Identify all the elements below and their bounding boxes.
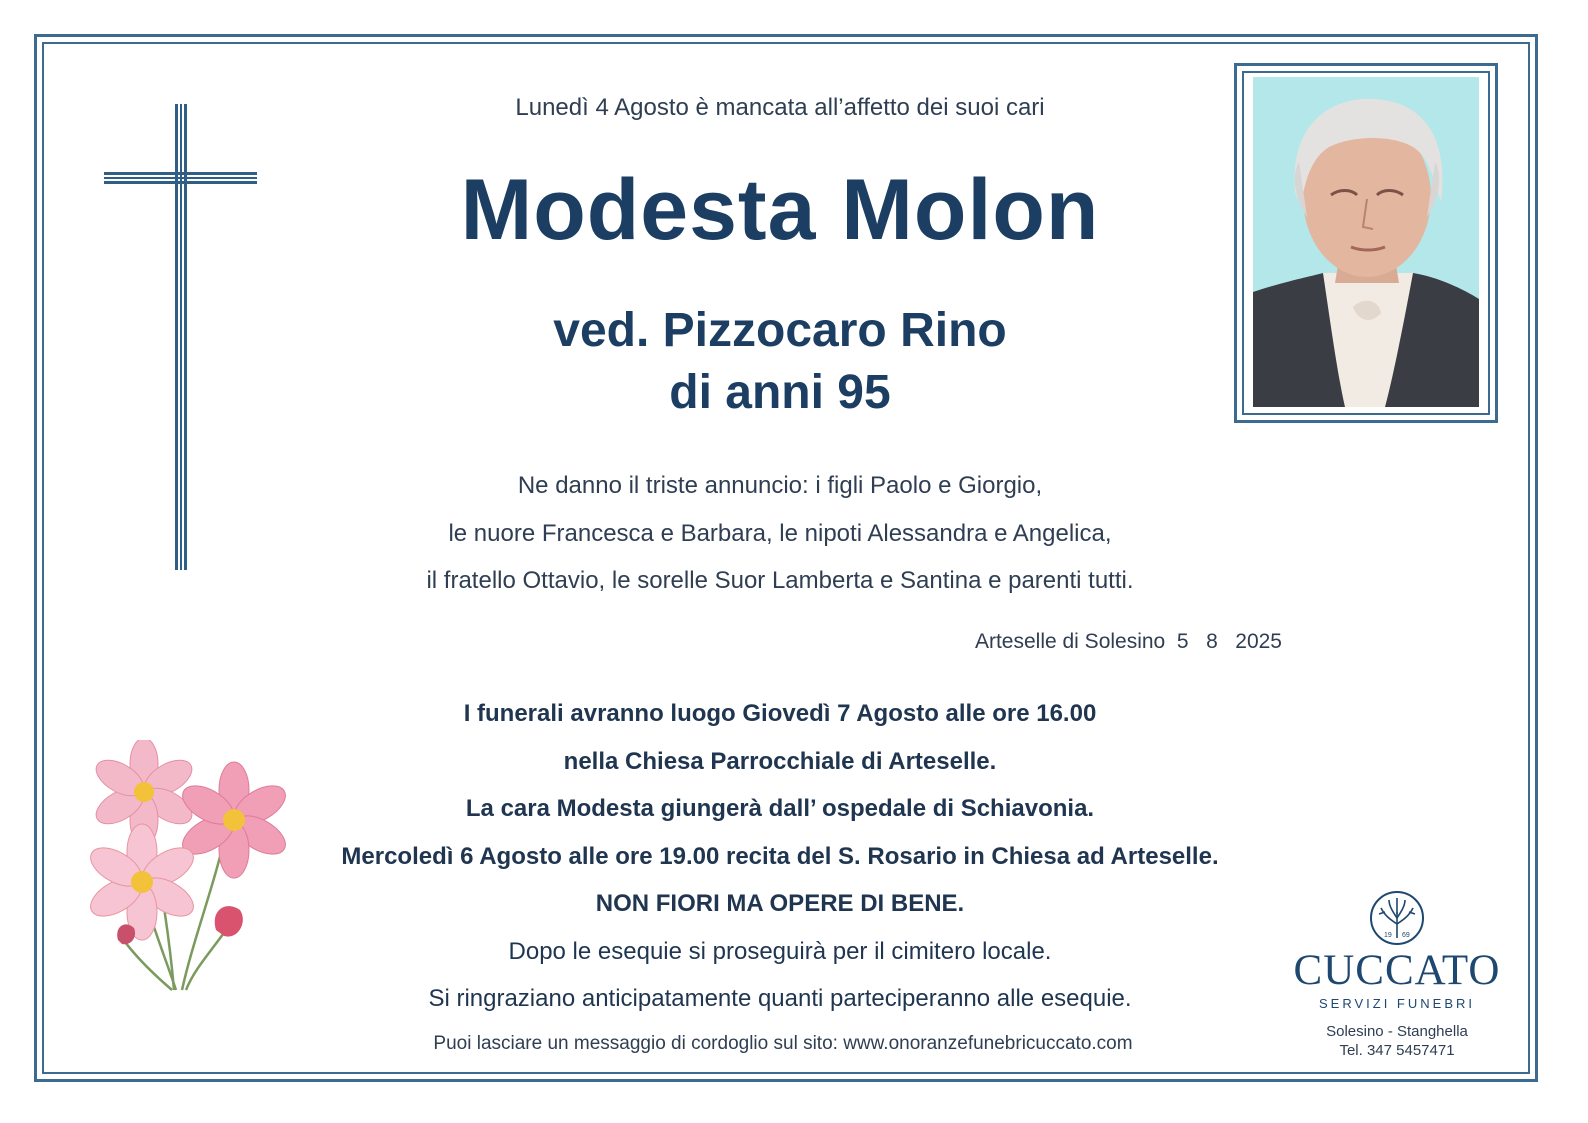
logo-location: Solesino - Stanghella	[1326, 1023, 1468, 1040]
funeral-block	[300, 690, 1260, 1023]
place-date: Arteselle di Solesino 5 8 2025	[974, 630, 1282, 653]
condolence-message: Puoi lasciare un messaggio di cordoglio sul sito: www.onoranzefunebricuccato.com	[433, 1033, 1133, 1054]
age: di anni 95	[669, 366, 891, 419]
no-flowers-note: NON FIORI MA OPERE DI BENE.	[595, 890, 965, 917]
cross-icon	[104, 104, 260, 574]
widow-of: ved. Pizzocaro Rino	[553, 304, 1007, 357]
logo-brand: CUCCATO	[1293, 947, 1501, 994]
logo-subtitle: SERVIZI FUNEBRI	[1318, 996, 1475, 1011]
funeral-line: nella Chiesa Parrocchiale di Arteselle.	[563, 747, 997, 775]
funeral-home-logo	[1286, 890, 1508, 1059]
deceased-name: Modesta Molon	[460, 162, 1100, 258]
tree-icon	[1369, 890, 1425, 946]
portrait-photo	[1253, 77, 1479, 407]
announcement-line: Ne danno il triste annuncio: i figli Paolo e Giorgio,	[517, 472, 1043, 499]
funeral-line: Dopo le esequie si proseguirà per il cimitero locale.	[508, 937, 1052, 965]
flower	[84, 824, 199, 940]
flower	[176, 762, 291, 878]
announcement-line: le nuore Francesca e Barbara, le nipoti Alessandra e Angelica,	[448, 519, 1112, 547]
cosmos-flowers-illustration	[78, 740, 308, 995]
funeral-line: La cara Modesta giungerà dall’ ospedale di Schiavonia.	[465, 795, 1095, 822]
logo-year-left: 19	[1384, 932, 1392, 939]
funeral-line: Mercoledì 6 Agosto alle ore 19.00 recita del S. Rosario in Chiesa ad Arteselle.	[341, 842, 1219, 870]
funeral-line: I funerali avranno luogo Giovedì 7 Agosto alle ore 16.00	[463, 700, 1097, 727]
intro-line: Lunedì 4 Agosto è mancata all’affetto dei suoi cari	[515, 94, 1045, 121]
logo-phone: Tel. 347 5457471	[1339, 1042, 1455, 1059]
announcement-line: il fratello Ottavio, le sorelle Suor Lamberta e Santina e parenti tutti.	[426, 567, 1134, 594]
logo-year-right: 69	[1402, 932, 1410, 939]
funeral-line: Si ringraziano anticipatamente quanti parteciperanno alle esequie.	[428, 985, 1132, 1012]
announcement-block	[300, 462, 1260, 605]
